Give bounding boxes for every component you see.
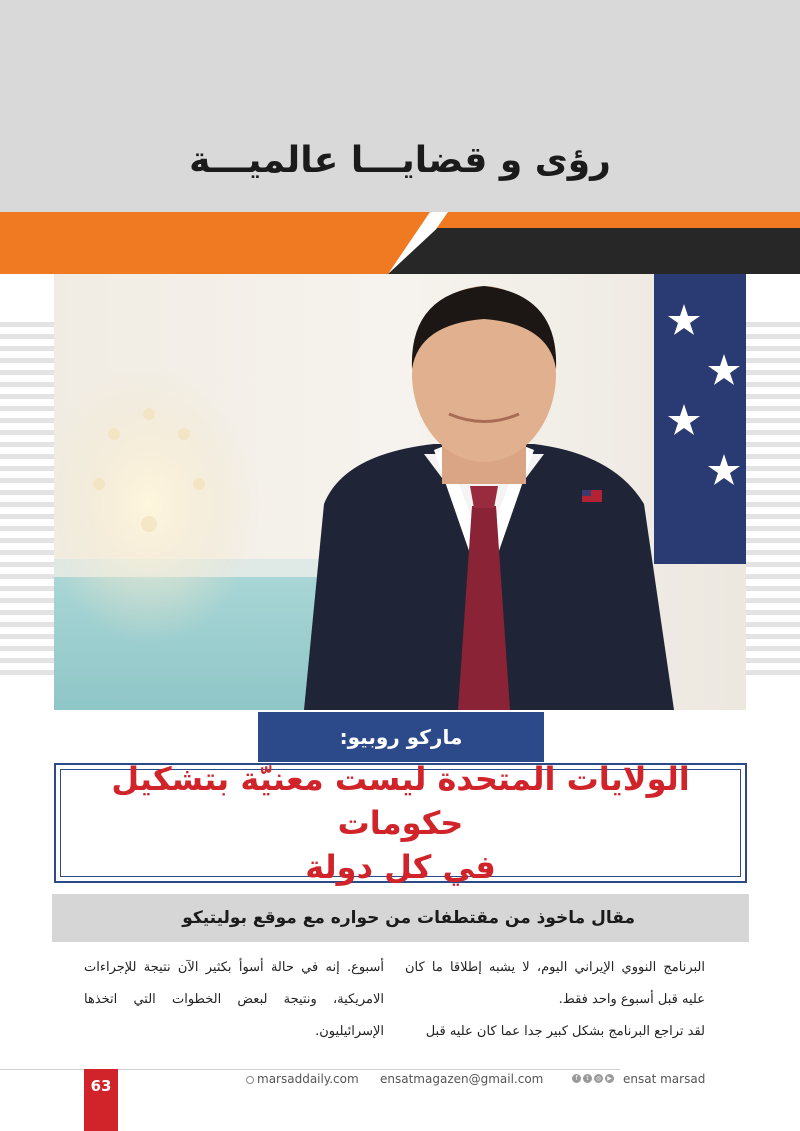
body-paragraph: البرنامج النووي الإيراني اليوم، لا يشبه إطلاقا ما كان عليه قبل أسبوع واحد فقط. — [405, 960, 705, 1007]
social-icons — [572, 1074, 614, 1083]
article-subtitle: مقال ماخوذ من مقتطفات من حواره مع موقع بوليتيكو — [52, 894, 749, 942]
body-column-right — [405, 952, 705, 1048]
facebook-icon[interactable]: f — [572, 1074, 581, 1083]
twitter-icon[interactable]: t — [583, 1074, 592, 1083]
body-column-left — [84, 952, 384, 1048]
headline-box — [54, 760, 747, 886]
globe-icon — [246, 1076, 254, 1084]
right-stripe-pattern — [746, 322, 800, 682]
footer-email[interactable]: ensatmagazen@gmail.com — [380, 1072, 544, 1086]
speaker-name-box: ماركو روبيو: — [258, 712, 544, 762]
footer-website[interactable] — [246, 1072, 359, 1086]
left-stripe-pattern — [0, 322, 54, 682]
headline-inner — [60, 760, 741, 886]
body-paragraph: لقد تراجع البرنامج بشكل كبير جدا عما كان عليه قبل — [425, 1024, 705, 1039]
headline-line-1: الولايات المتحدة ليست معنيّة بتشكيل حكومات — [111, 760, 690, 842]
article-photo — [54, 274, 746, 710]
body-paragraph: أسبوع. إنه في حالة أسوأ بكثير الآن نتيجة للإجراءات الامريكية، ونتيجة لبعض الخطوات التي اتخذها الإسرائيليون. — [84, 960, 384, 1039]
youtube-icon[interactable]: ▶ — [605, 1074, 614, 1083]
instagram-icon[interactable]: ◎ — [595, 1075, 602, 1082]
headline-line-2: في كل دولة — [305, 848, 496, 886]
footer-website-text: marsaddaily.com — [257, 1072, 359, 1086]
page-number: 63 — [84, 1069, 118, 1131]
section-title: رؤى و قضايـــا عالميـــة — [189, 140, 611, 181]
footer-handle: ensat marsad — [623, 1072, 706, 1086]
dark-accent-stripe — [388, 228, 800, 274]
